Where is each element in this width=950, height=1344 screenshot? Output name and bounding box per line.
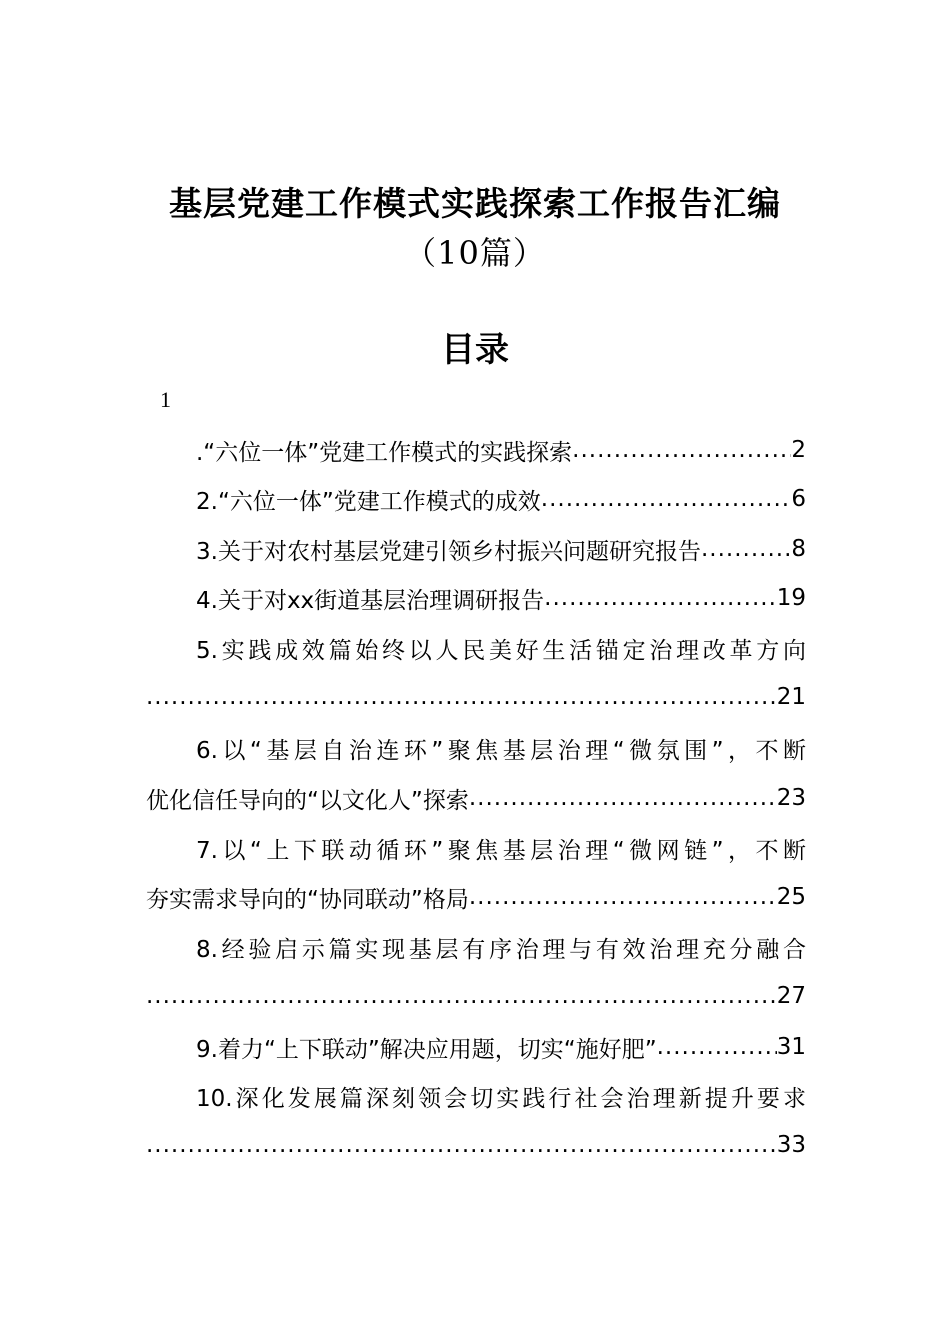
toc-page-number: 23 (776, 785, 806, 811)
toc-entry-title: 5.实践成效篇始终以人民美好生活锚定治理改革方向 (196, 637, 806, 664)
toc-entry-title: 10.深化发展篇深刻领会切实践行社会治理新提升要求 (196, 1085, 806, 1112)
document-title: 基层党建工作模式实践探索工作报告汇编 (169, 184, 781, 223)
toc-leader (657, 1034, 777, 1060)
toc-page-number: 2 (791, 437, 806, 463)
toc-page-number: 8 (791, 536, 806, 562)
toc-heading: 目录 (441, 330, 509, 370)
toc-entry-title: 2.“六位一体”党建工作模式的成效 (196, 488, 541, 515)
toc-entry-continuation[interactable] (146, 677, 806, 717)
toc-leader (544, 585, 777, 611)
page-marker: 1 (160, 387, 171, 412)
toc-entry[interactable] (146, 628, 806, 668)
toc-leader (572, 437, 791, 463)
toc-entry-title: 4.关于对xx街道基层治理调研报告 (196, 587, 545, 614)
toc-leader (701, 536, 791, 562)
toc-page-number: 25 (776, 884, 806, 910)
toc-entry-continuation[interactable] (146, 1125, 806, 1165)
toc-entry-title: 9.着力“上下联动”解决应用题，切实“施好肥” (196, 1036, 657, 1063)
toc-page-number: 6 (791, 486, 806, 512)
toc-leader (146, 983, 777, 1009)
toc-entry-continuation[interactable] (146, 778, 806, 818)
toc-entry[interactable] (146, 529, 806, 569)
toc-page-number: 27 (776, 983, 806, 1009)
toc-leader (146, 684, 777, 710)
toc-entry-title-cont: 优化信任导向的“以文化人”探索 (146, 787, 469, 814)
toc-entry[interactable] (146, 1076, 806, 1116)
toc-page-number: 33 (776, 1132, 806, 1158)
toc-entry[interactable] (146, 430, 806, 470)
toc-entry-title: 3.关于对农村基层党建引领乡村振兴问题研究报告 (196, 538, 701, 565)
toc-entry[interactable] (146, 927, 806, 967)
toc-entry-title-cont: 夯实需求导向的“协同联动”格局 (146, 886, 469, 913)
document-subtitle: （10篇） (404, 234, 546, 272)
toc-entry-continuation[interactable] (146, 976, 806, 1016)
toc-entry-title: 8.经验启示篇实现基层有序治理与有效治理充分融合 (196, 936, 806, 963)
toc-entry-continuation[interactable] (146, 877, 806, 917)
toc-leader (541, 486, 792, 512)
toc-page-number: 19 (776, 585, 806, 611)
toc-entry[interactable] (146, 578, 806, 618)
toc-entry[interactable] (146, 1027, 806, 1067)
toc-leader (469, 884, 777, 910)
toc-entry-title: 6.以“基层自治连环”聚焦基层治理“微氛围”，不断 (196, 737, 806, 764)
toc-entry[interactable] (146, 828, 806, 868)
toc-leader (146, 1132, 777, 1158)
toc-leader (469, 785, 777, 811)
toc-entry[interactable] (146, 479, 806, 519)
toc-entry-title: 7.以“上下联动循环”聚焦基层治理“微网链”，不断 (196, 837, 806, 864)
toc-entry[interactable] (146, 728, 806, 768)
toc-page-number: 21 (776, 684, 806, 710)
toc-page-number: 31 (776, 1034, 806, 1060)
toc-entry-title: .“六位一体”党建工作模式的实践探索 (196, 439, 573, 466)
